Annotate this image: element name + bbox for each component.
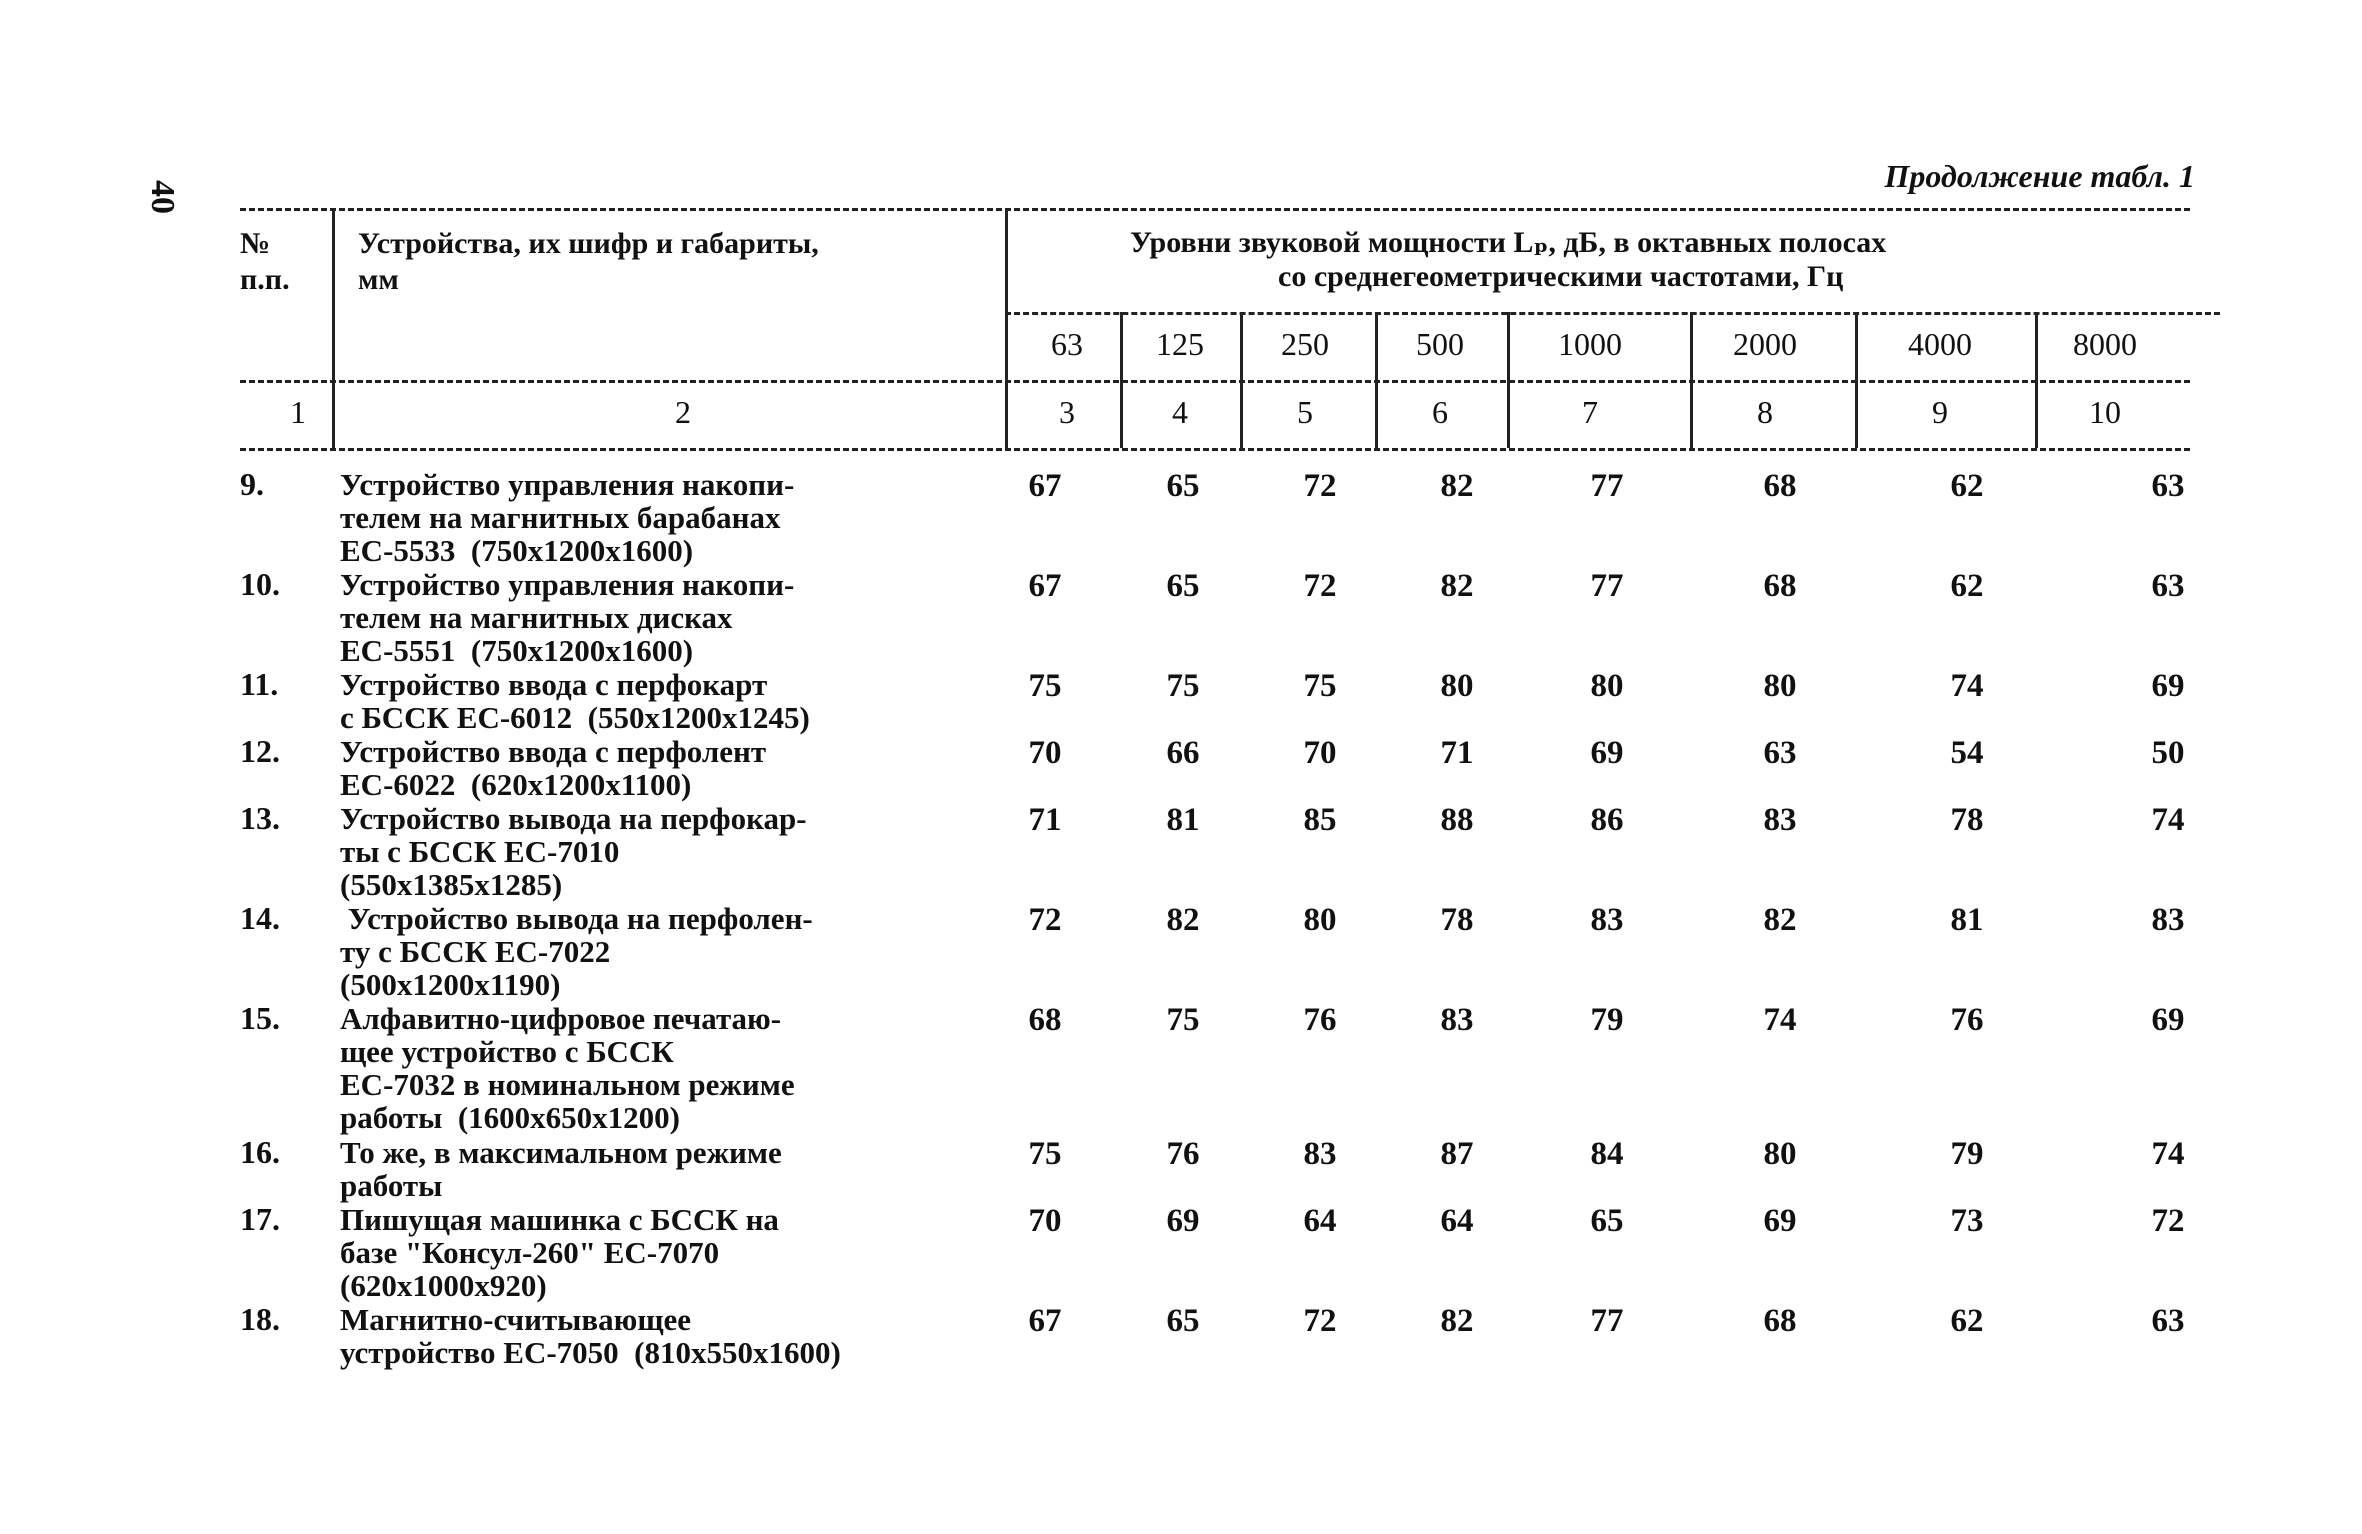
freq-63: 63	[1051, 326, 1083, 362]
column-number-2: 2	[675, 394, 691, 430]
row-value-2000hz: 83	[1763, 802, 1797, 838]
row-value-63hz: 67	[1028, 568, 1062, 604]
row-value-63hz: 75	[1028, 668, 1062, 704]
row-value-1000hz: 69	[1590, 735, 1624, 771]
column-number-8: 8	[1757, 394, 1773, 430]
column-number-9: 9	[1932, 394, 1948, 430]
row-value-125hz: 65	[1166, 1303, 1200, 1339]
header-number: № п.п.	[240, 227, 290, 296]
row-value-2000hz: 74	[1763, 1002, 1797, 1038]
row-value-8000hz: 63	[2151, 468, 2185, 504]
row-value-8000hz: 50	[2151, 735, 2185, 771]
row-device: Устройство вывода на перфолен- ту с БССК ЕС-7022 (500x1200x1190)	[340, 901, 813, 1002]
column-number-5: 5	[1297, 394, 1313, 430]
row-value-2000hz: 68	[1763, 468, 1797, 504]
row-value-1000hz: 77	[1590, 468, 1624, 504]
row-value-4000hz: 78	[1950, 802, 1984, 838]
row-value-500hz: 78	[1440, 902, 1474, 938]
row-value-125hz: 82	[1166, 902, 1200, 938]
row-value-125hz: 65	[1166, 468, 1200, 504]
row-value-8000hz: 74	[2151, 1136, 2185, 1172]
table-top-rule	[240, 208, 2190, 211]
row-value-8000hz: 63	[2151, 568, 2185, 604]
row-value-500hz: 82	[1440, 468, 1474, 504]
header-device: Устройства, их шифр и габариты, мм	[358, 227, 819, 296]
row-value-250hz: 80	[1303, 902, 1337, 938]
row-value-63hz: 70	[1028, 1203, 1062, 1239]
continuation-label: Продолжение табл. 1	[1884, 158, 2195, 194]
row-value-250hz: 70	[1303, 735, 1337, 771]
row-value-4000hz: 81	[1950, 902, 1984, 938]
row-value-250hz: 72	[1303, 468, 1337, 504]
freq-250: 250	[1281, 326, 1329, 362]
row-value-8000hz: 74	[2151, 802, 2185, 838]
freq-2000: 2000	[1733, 326, 1797, 362]
header-bottom-rule	[240, 380, 2190, 383]
row-value-4000hz: 62	[1950, 468, 1984, 504]
row-number: 17.	[240, 1201, 280, 1237]
row-value-250hz: 72	[1303, 1303, 1337, 1339]
freq-4000: 4000	[1908, 326, 1972, 362]
row-number: 12.	[240, 733, 280, 769]
header-levels-line1: Уровни звуковой мощности Lₚ, дБ, в октавных полосах	[1130, 226, 1887, 259]
col-separator-1	[332, 208, 335, 448]
row-number: 15.	[240, 1000, 280, 1036]
page-number: 40	[144, 180, 181, 214]
row-number: 18.	[240, 1301, 280, 1337]
row-device: Устройство управления накопи- телем на магнитных барабанах ЕС-5533 (750x1200x1600)	[340, 467, 795, 568]
row-value-4000hz: 73	[1950, 1203, 1984, 1239]
row-value-500hz: 83	[1440, 1002, 1474, 1038]
row-value-250hz: 75	[1303, 668, 1337, 704]
row-value-8000hz: 63	[2151, 1303, 2185, 1339]
row-value-1000hz: 77	[1590, 1303, 1624, 1339]
row-value-1000hz: 65	[1590, 1203, 1624, 1239]
row-value-4000hz: 62	[1950, 568, 1984, 604]
freq-125: 125	[1156, 326, 1204, 362]
row-value-125hz: 69	[1166, 1203, 1200, 1239]
row-value-250hz: 72	[1303, 568, 1337, 604]
row-value-500hz: 88	[1440, 802, 1474, 838]
row-value-125hz: 65	[1166, 568, 1200, 604]
row-device: Устройство вывода на перфокар- ты с БССК ЕС-7010 (550x1385x1285)	[340, 801, 807, 902]
freq-separator-4000	[1855, 312, 1858, 448]
row-value-500hz: 82	[1440, 568, 1474, 604]
row-value-8000hz: 69	[2151, 668, 2185, 704]
row-value-250hz: 85	[1303, 802, 1337, 838]
column-numbers-rule	[240, 448, 2190, 451]
row-value-250hz: 64	[1303, 1203, 1337, 1239]
row-value-2000hz: 80	[1763, 1136, 1797, 1172]
column-number-6: 6	[1432, 394, 1448, 430]
row-value-4000hz: 62	[1950, 1303, 1984, 1339]
row-number: 9.	[240, 466, 264, 502]
row-value-63hz: 75	[1028, 1136, 1062, 1172]
row-value-500hz: 71	[1440, 735, 1474, 771]
column-number-1: 1	[290, 394, 306, 430]
row-value-2000hz: 63	[1763, 735, 1797, 771]
row-value-250hz: 76	[1303, 1002, 1337, 1038]
row-value-8000hz: 72	[2151, 1203, 2185, 1239]
row-value-1000hz: 77	[1590, 568, 1624, 604]
row-device: Пишущая машинка с БССК на базе "Консул-260" ЕС-7070 (620x1000x920)	[340, 1202, 779, 1303]
row-value-1000hz: 83	[1590, 902, 1624, 938]
freq-separator-8000	[2035, 312, 2038, 448]
column-number-3: 3	[1059, 394, 1075, 430]
row-value-1000hz: 80	[1590, 668, 1624, 704]
freq-500: 500	[1416, 326, 1464, 362]
row-value-4000hz: 74	[1950, 668, 1984, 704]
freq-separator-2000	[1690, 312, 1693, 448]
row-value-63hz: 71	[1028, 802, 1062, 838]
row-number: 16.	[240, 1134, 280, 1170]
freq-separator-250	[1240, 312, 1243, 448]
row-value-2000hz: 68	[1763, 1303, 1797, 1339]
row-value-125hz: 76	[1166, 1136, 1200, 1172]
row-value-250hz: 83	[1303, 1136, 1337, 1172]
header-levels-line2: со среднегеометрическими частотами, Гц	[1278, 260, 1844, 293]
row-value-4000hz: 79	[1950, 1136, 1984, 1172]
col-separator-2	[1005, 208, 1008, 448]
row-value-125hz: 66	[1166, 735, 1200, 771]
row-number: 11.	[240, 666, 279, 702]
row-value-2000hz: 68	[1763, 568, 1797, 604]
row-number: 13.	[240, 800, 280, 836]
row-value-63hz: 67	[1028, 468, 1062, 504]
row-value-4000hz: 76	[1950, 1002, 1984, 1038]
row-value-500hz: 87	[1440, 1136, 1474, 1172]
row-device: Устройство управления накопи- телем на магнитных дисках ЕС-5551 (750x1200x1600)	[340, 567, 795, 668]
row-value-63hz: 68	[1028, 1002, 1062, 1038]
row-device: Устройство ввода с перфолент ЕС-6022 (620x1200x1100)	[340, 734, 767, 802]
row-number: 14.	[240, 900, 280, 936]
column-number-7: 7	[1582, 394, 1598, 430]
row-value-1000hz: 86	[1590, 802, 1624, 838]
column-number-10: 10	[2089, 394, 2121, 430]
row-value-500hz: 82	[1440, 1303, 1474, 1339]
row-value-8000hz: 83	[2151, 902, 2185, 938]
row-number: 10.	[240, 566, 280, 602]
column-number-4: 4	[1172, 394, 1188, 430]
row-value-63hz: 70	[1028, 735, 1062, 771]
row-value-2000hz: 82	[1763, 902, 1797, 938]
row-value-63hz: 72	[1028, 902, 1062, 938]
row-value-2000hz: 80	[1763, 668, 1797, 704]
row-value-500hz: 80	[1440, 668, 1474, 704]
row-value-8000hz: 69	[2151, 1002, 2185, 1038]
freq-separator-1000	[1507, 312, 1510, 448]
row-value-2000hz: 69	[1763, 1203, 1797, 1239]
row-device: Алфавитно-цифровое печатаю- щее устройство с БССК ЕС-7032 в номинальном режиме работы (1600x650x1200)	[340, 1001, 795, 1135]
row-device: То же, в максимальном режиме работы	[340, 1135, 782, 1203]
freq-1000: 1000	[1558, 326, 1622, 362]
row-device: Устройство ввода с перфокарт с БССК ЕС-6012 (550x1200x1245)	[340, 667, 810, 735]
row-value-125hz: 81	[1166, 802, 1200, 838]
row-value-500hz: 64	[1440, 1203, 1474, 1239]
row-value-125hz: 75	[1166, 668, 1200, 704]
row-value-1000hz: 79	[1590, 1002, 1624, 1038]
freq-separator-500	[1375, 312, 1378, 448]
row-value-125hz: 75	[1166, 1002, 1200, 1038]
row-value-1000hz: 84	[1590, 1136, 1624, 1172]
freq-separator-125	[1120, 312, 1123, 448]
row-value-4000hz: 54	[1950, 735, 1984, 771]
row-device: Магнитно-считывающее устройство ЕС-7050 (810x550x1600)	[340, 1302, 841, 1370]
freq-8000: 8000	[2073, 326, 2137, 362]
row-value-63hz: 67	[1028, 1303, 1062, 1339]
